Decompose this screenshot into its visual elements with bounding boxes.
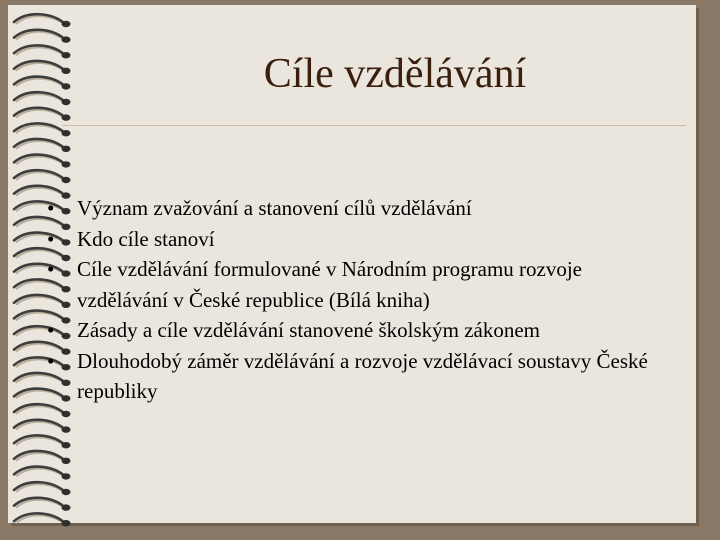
binding-ring [14,435,71,448]
binding-ring [14,513,71,526]
bullet-text: Kdo cíle stanoví [77,226,215,251]
bullet-item [47,193,667,224]
binding-ring [14,45,71,58]
bullet-text: Dlouhodobý záměr vzdělávání a rozvoje vzdělávací soustavy České republiky [77,348,648,403]
binding-ring [14,30,71,43]
binding-ring [14,61,71,74]
binding-ring [14,498,71,511]
bullet-item [47,315,667,346]
bullet-item [47,254,667,315]
bullet-dot-icon: • [47,257,55,281]
binding-ring [14,451,71,464]
binding-ring [14,482,71,495]
bullet-item [47,224,667,255]
bullet-dot-icon: • [47,348,55,373]
bullet-text: Význam zvažování a stanovení cílů vzdělávání [77,196,472,220]
binding-ring [14,420,71,433]
binding-ring [14,108,71,121]
title-divider [62,125,686,126]
bullet-dot-icon: • [47,196,55,220]
bullet-text: Cíle vzdělávání formulované v Národním programu rozvoje vzdělávání v České republice (Bílá kniha) [77,257,583,312]
bullet-dot-icon: • [47,318,55,342]
binding-ring [14,155,71,168]
binding-ring [14,170,71,183]
binding-ring [14,92,71,105]
bullet-item [47,346,667,407]
bullet-dot-icon: • [47,226,55,251]
bullet-text: Zásady a cíle vzdělávání stanovené školským zákonem [77,318,541,342]
bullet-list [47,193,667,407]
binding-ring [14,14,71,27]
binding-ring [14,467,71,480]
binding-ring [14,139,71,152]
slide-title: Cíle vzdělávání [263,51,527,97]
binding-ring [14,77,71,90]
